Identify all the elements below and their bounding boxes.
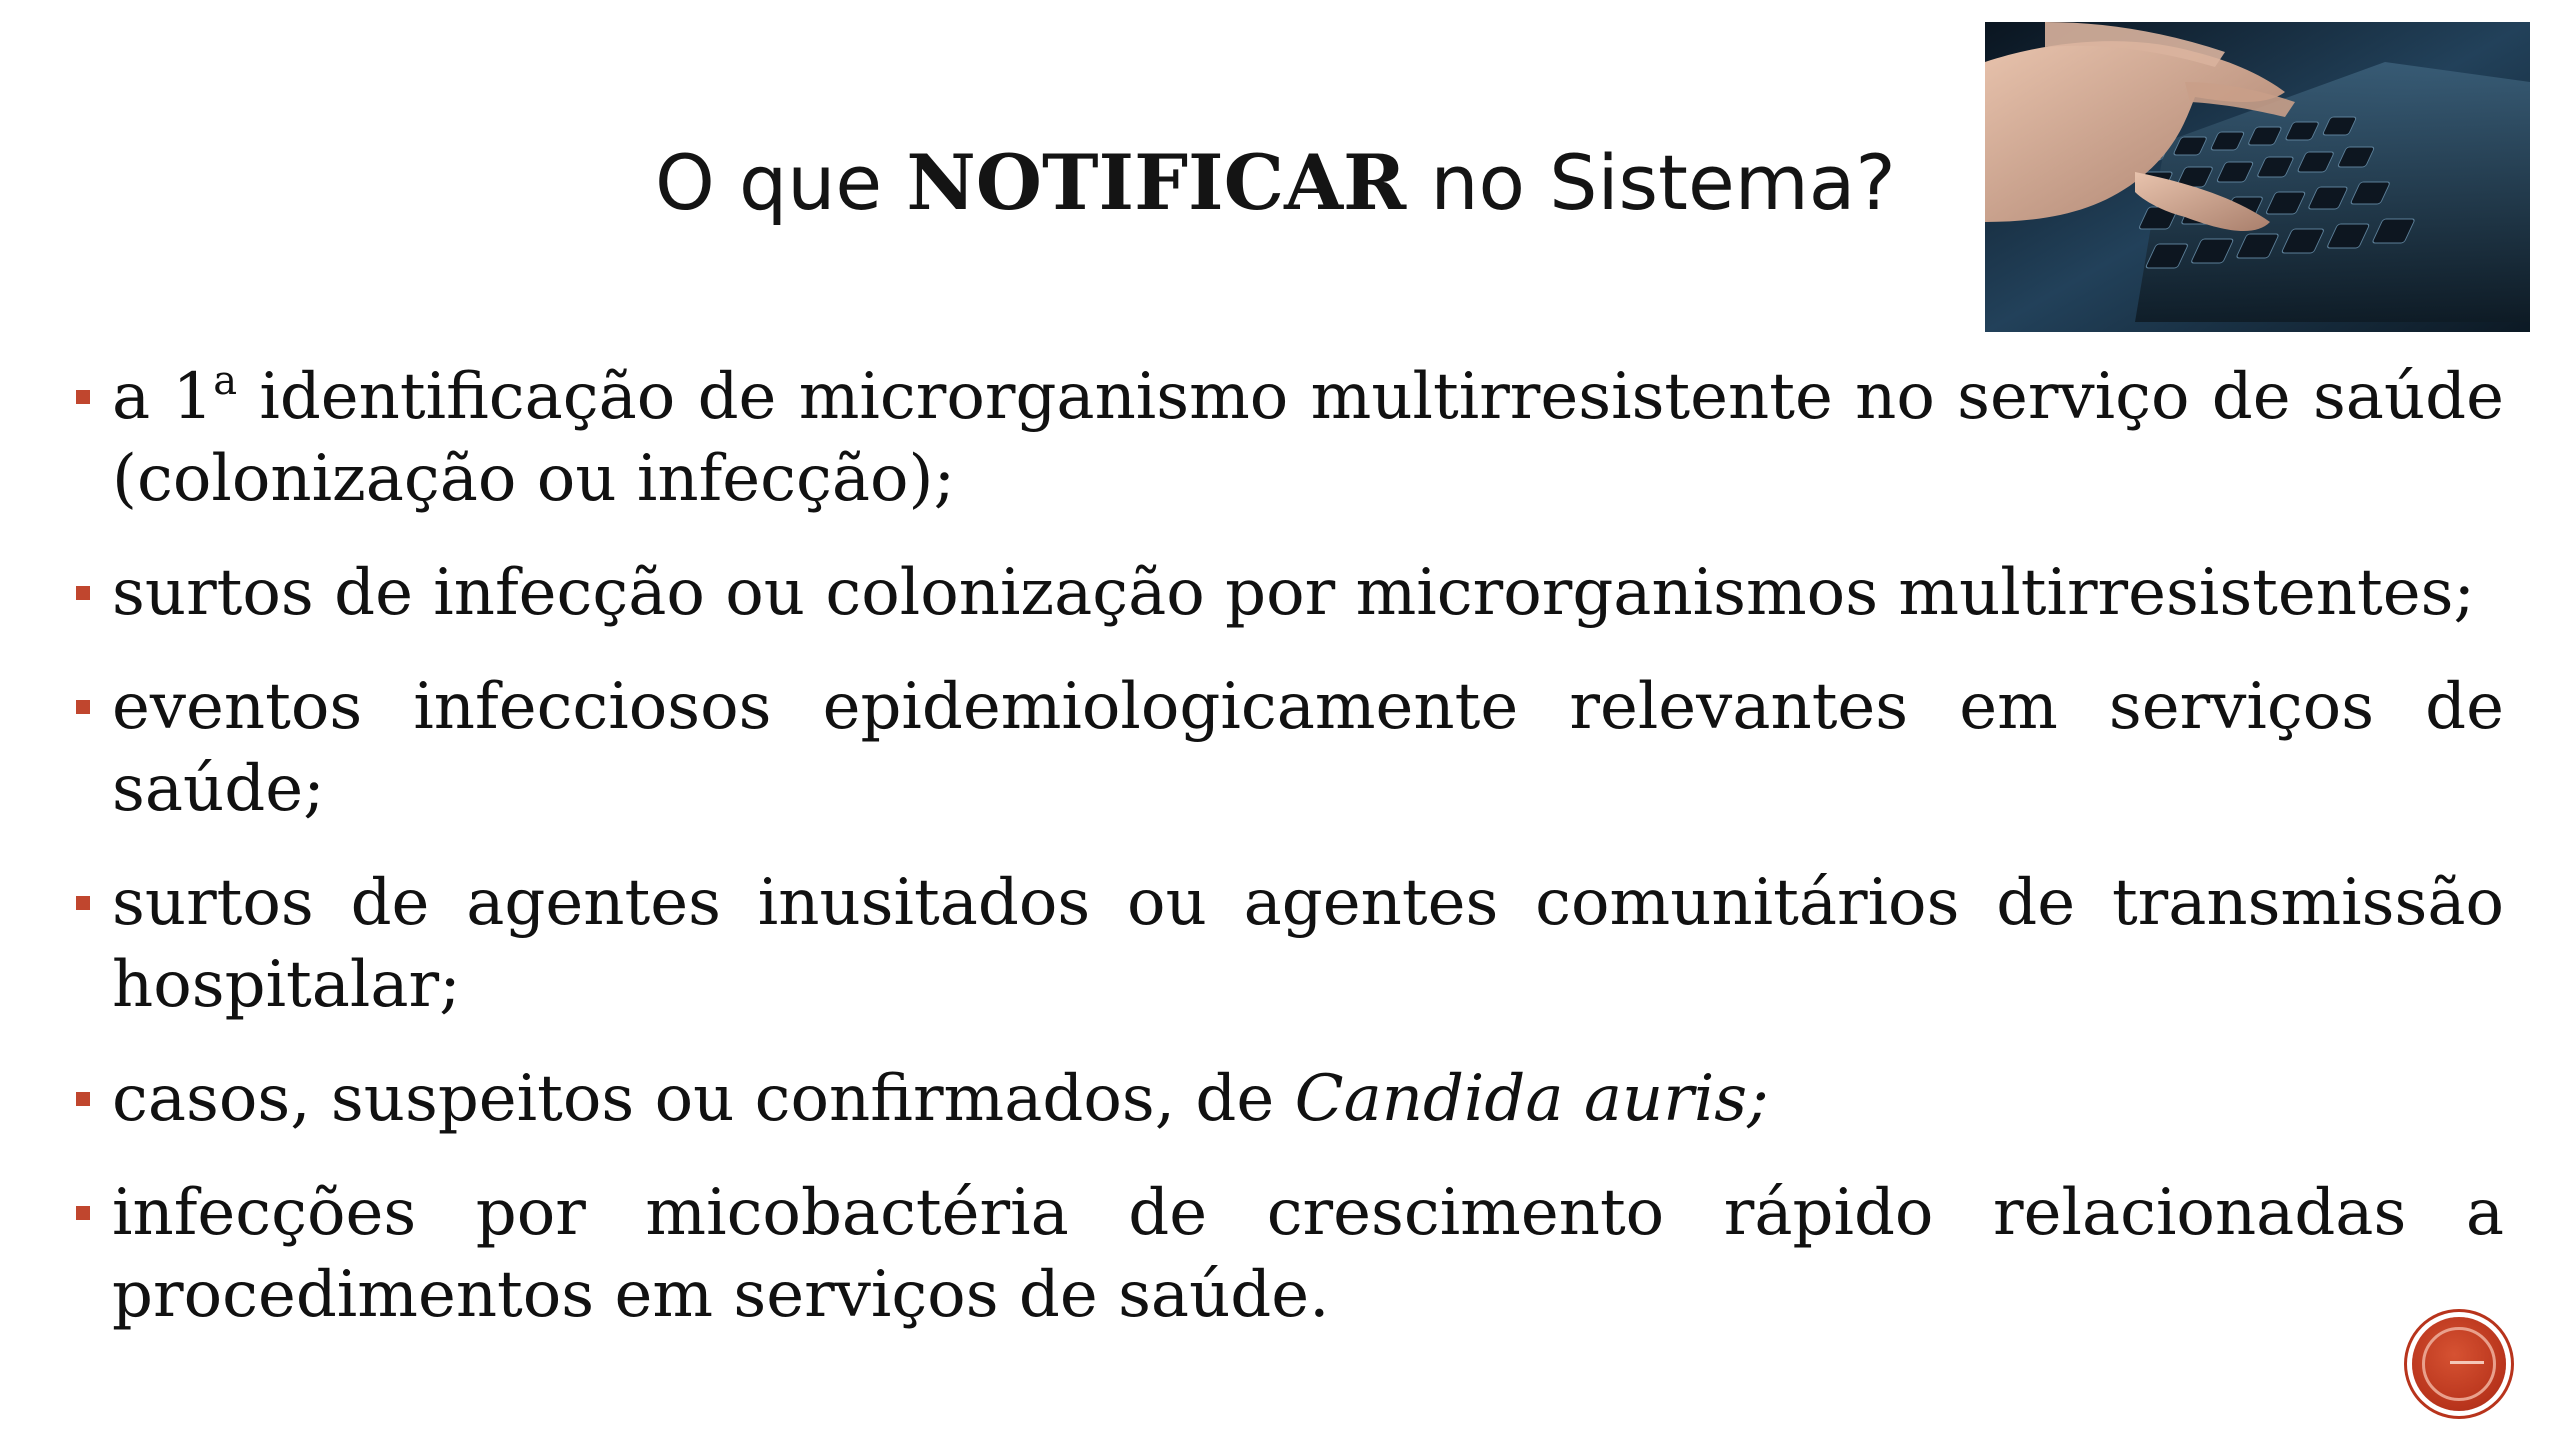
bullet-text: a 1 (112, 360, 214, 434)
title-prefix: O que (655, 138, 907, 227)
keyboard-typing-photo (1985, 22, 2530, 332)
ordinal-superscript: a (213, 358, 238, 404)
list-item (72, 1172, 2504, 1336)
bullet-text: infecções por micobactéria de crescimento rápido relacionadas a procedimentos em serviços de saúde. (112, 1176, 2504, 1332)
bullet-marker-icon (76, 1206, 90, 1220)
bullet-marker-icon (76, 586, 90, 600)
bullet-list (72, 356, 2504, 1368)
slide-title (655, 128, 1935, 238)
bullet-text-italic: Candida auris; (1294, 1062, 1769, 1136)
list-item (72, 356, 2504, 520)
bullet-text: identificação de microrganismo multirresistente no serviço de saúde (colonização ou infecção); (112, 360, 2505, 516)
bullet-marker-icon (76, 1092, 90, 1106)
title-suffix: no Sistema? (1406, 138, 1896, 227)
bullet-text: surtos de infecção ou colonização por microrganismos multirresistentes; (112, 556, 2475, 630)
list-item (72, 666, 2504, 830)
bullet-text: surtos de agentes inusitados ou agentes comunitários de transmissão hospitalar; (112, 866, 2504, 1022)
bullet-text: eventos infecciosos epidemiologicamente relevantes em serviços de saúde; (112, 670, 2504, 826)
bullet-marker-icon (76, 390, 90, 404)
slide-badge-icon (2412, 1317, 2506, 1411)
list-item (72, 552, 2504, 634)
list-item (72, 1058, 2504, 1140)
bullet-text: casos, suspeitos ou confirmados, de (112, 1062, 1295, 1136)
keyboard-photo-icon (1985, 22, 2530, 332)
list-item (72, 862, 2504, 1026)
bullet-marker-icon (76, 896, 90, 910)
title-bold: NOTIFICAR (906, 138, 1407, 227)
bullet-marker-icon (76, 700, 90, 714)
